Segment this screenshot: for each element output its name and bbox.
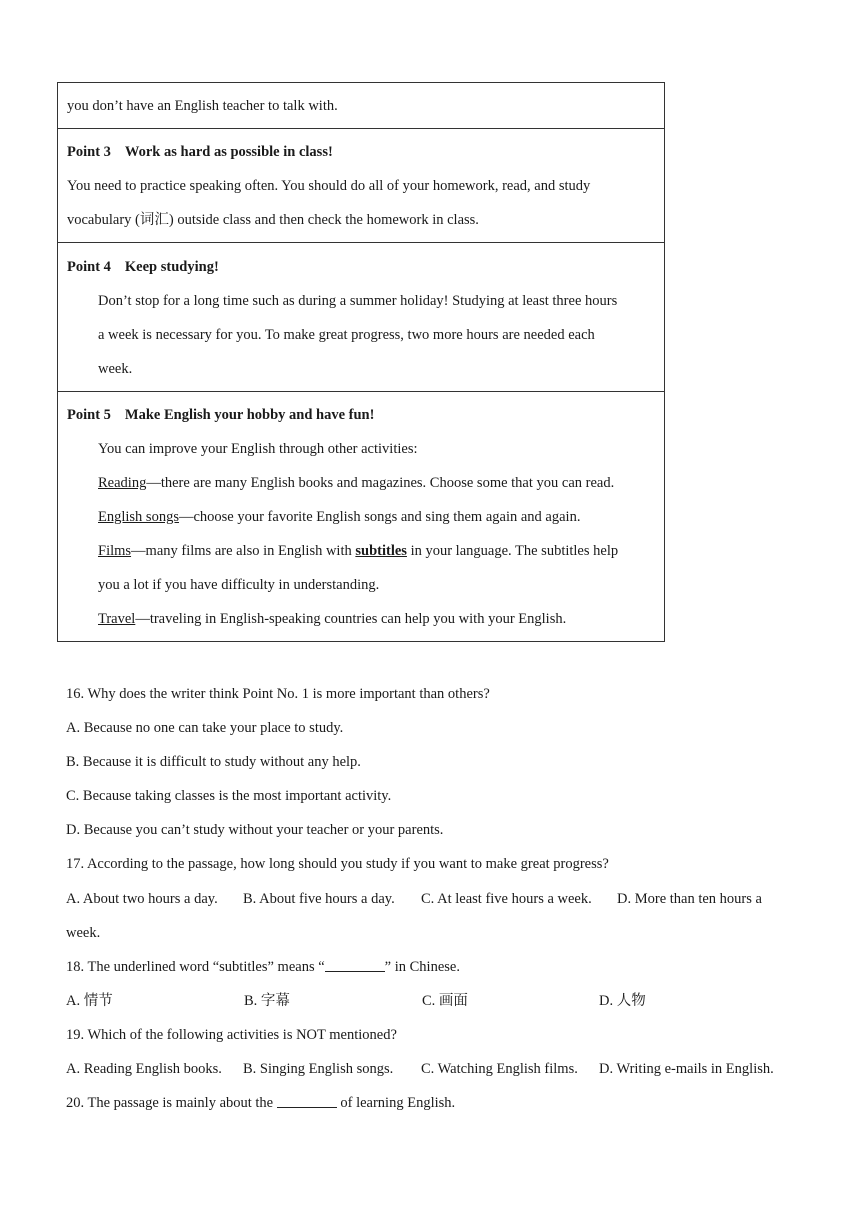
point-4-label: Point 4: [67, 259, 111, 275]
question-18-option-c: C. 画面: [422, 992, 468, 1009]
answer-blank: [277, 1093, 337, 1108]
question-18-stem: [66, 950, 806, 984]
passage-line: you a lot if you have difficulty in understanding.: [98, 577, 380, 593]
passage-line: You need to practice speaking often. You should do all of your homework, read, and study: [67, 178, 591, 194]
passage-line: Don’t stop for a long time such as during a summer holiday! Studying at least three hours: [98, 293, 618, 309]
question-19-option-a: A. Reading English books.: [66, 1061, 222, 1078]
question-17-option-d: D. More than ten hours a: [617, 890, 762, 907]
question-19-stem: 19. Which of the following activities is NOT mentioned?: [66, 1026, 397, 1043]
question-17-stem: 17. According to the passage, how long should you study if you want to make great progress?: [66, 856, 609, 873]
point-5-row: [58, 391, 664, 641]
question-18-option-a: A. 情节: [66, 992, 113, 1009]
question-18-option-b: B. 字幕: [244, 992, 290, 1009]
question-19-option-d: D. Writing e-mails in English.: [599, 1061, 774, 1078]
point-4-heading: Keep studying!: [124, 259, 219, 275]
question-20-stem: [66, 1086, 806, 1120]
films-item: [67, 534, 655, 568]
point-4-title: [67, 250, 655, 284]
question-16-option-a: A. Because no one can take your place to study.: [66, 720, 344, 737]
films-term: Films: [98, 543, 132, 559]
subtitles-keyword: subtitles: [355, 543, 407, 559]
point-3-label: Point 3: [67, 144, 111, 160]
question-19-options: [66, 1052, 806, 1086]
question-17-options: [66, 882, 806, 916]
travel-item: [67, 602, 655, 636]
passage-table: [57, 82, 665, 642]
question-16-option-b: B. Because it is difficult to study without any help.: [66, 754, 361, 771]
songs-item: [67, 500, 655, 534]
point-5-label: Point 5: [67, 407, 111, 423]
films-text-a: —many films are also in English with: [131, 543, 356, 559]
point-3-title: [67, 135, 655, 169]
point-5-title: [67, 398, 655, 432]
question-16-stem: 16. Why does the writer think Point No. 1 is more important than others?: [66, 686, 490, 702]
reading-item: [67, 466, 655, 500]
songs-text: —choose your favorite English songs and sing them again and again.: [178, 509, 581, 525]
songs-term: English songs: [98, 509, 179, 525]
question-18-options: [66, 984, 806, 1018]
question-17-option-d-continued: week.: [66, 924, 101, 941]
question-20-stem-start: 20. The passage is mainly about the: [66, 1095, 277, 1112]
question-17-option-b: B. About five hours a day.: [243, 890, 395, 907]
reading-term: Reading: [98, 475, 147, 491]
point-3-heading: Work as hard as possible in class!: [124, 144, 333, 160]
films-text-b: in your language. The subtitles help: [406, 543, 619, 559]
question-20-stem-end: of learning English.: [336, 1095, 456, 1112]
questions-section: [66, 677, 806, 1120]
question-16-option-c: C. Because taking classes is the most important activity.: [66, 788, 392, 805]
reading-text: —there are many English books and magazines. Choose some that you can read.: [146, 475, 615, 491]
passage-line: a week is necessary for you. To make great progress, two more hours are needed each: [98, 327, 595, 343]
question-19-option-c: C. Watching English films.: [421, 1061, 578, 1078]
passage-line: you don’t have an English teacher to talk with.: [67, 98, 338, 114]
travel-text: —traveling in English-speaking countries can help you with your English.: [135, 611, 567, 627]
point-5-heading: Make English your hobby and have fun!: [124, 407, 375, 423]
question-17-option-a: A. About two hours a day.: [66, 890, 218, 907]
question-17-option-c: C. At least five hours a week.: [421, 890, 592, 907]
travel-term: Travel: [98, 611, 136, 627]
question-18-stem-start: 18. The underlined word “subtitles” means “: [66, 958, 325, 975]
question-18-stem-end: ” in Chinese.: [384, 958, 460, 975]
passage-line: vocabulary (词汇) outside class and then check the homework in class.: [67, 212, 479, 228]
point-3-row: [58, 128, 664, 242]
passage-line: You can improve your English through other activities:: [98, 441, 418, 457]
question-19-option-b: B. Singing English songs.: [243, 1061, 394, 1078]
passage-line: week.: [98, 361, 133, 377]
point-4-row: [58, 242, 664, 391]
answer-blank: [325, 957, 385, 972]
table-row: [58, 83, 664, 128]
question-16-option-d: D. Because you can’t study without your teacher or your parents.: [66, 822, 444, 839]
question-18-option-d: D. 人物: [599, 992, 646, 1009]
